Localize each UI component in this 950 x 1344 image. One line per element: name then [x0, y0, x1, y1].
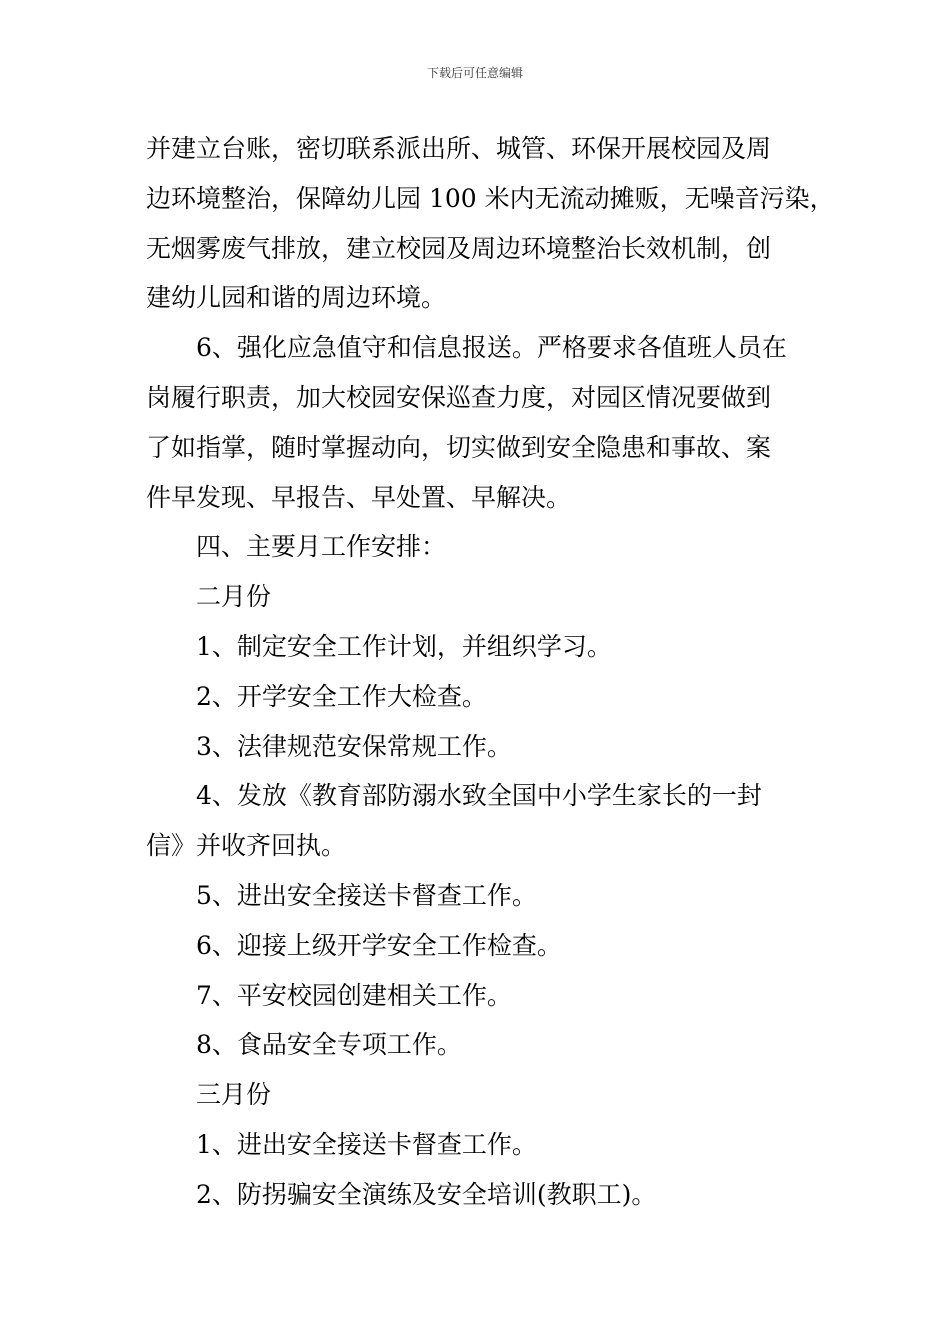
text-line: 了如指掌，随时掌握动向，切实做到安全隐患和事故、案 [146, 432, 772, 462]
text-line: 无烟雾废气排放，建立校园及周边环境整治长效机制，创 [146, 233, 772, 263]
text-line: 信》并收齐回执。 [146, 831, 347, 861]
text-line: 岗履行职责，加大校园安保巡查力度，对园区情况要做到 [146, 382, 772, 412]
list-item: 4、发放《教育部防溺水致全国中小学生家长的一封 [196, 781, 762, 811]
text-line: 边环境整治，保障幼儿园 100 米内无流动摊贩，无噪音污染， [146, 183, 835, 213]
text-line: 并建立台账，密切联系派出所、城管、环保开展校园及周 [146, 134, 772, 163]
text-line: 建幼儿园和谐的周边环境。 [146, 283, 447, 313]
month-heading: 二月份 [196, 582, 272, 612]
list-item: 8、食品安全专项工作。 [196, 1030, 462, 1060]
list-item: 6、迎接上级开学安全工作检查。 [196, 930, 562, 960]
list-item: 2、防拐骗安全演练及安全培训(教职工)。 [196, 1179, 657, 1209]
month-heading: 三月份 [196, 1080, 272, 1110]
page-header: 下载后可任意编辑 [426, 66, 523, 80]
section-heading: 四、主要月工作安排： [196, 532, 447, 562]
list-item: 7、平安校园创建相关工作。 [196, 980, 512, 1010]
document-body [146, 124, 835, 1220]
list-item: 2、开学安全工作大检查。 [196, 681, 487, 711]
list-item: 5、进出安全接送卡督查工作。 [196, 880, 537, 910]
list-item: 3、法律规范安保常规工作。 [196, 731, 512, 761]
text-line: 件早发现、早报告、早处置、早解决。 [146, 482, 572, 512]
list-item: 1、制定安全工作计划，并组织学习。 [196, 631, 612, 661]
list-item: 1、进出安全接送卡督查工作。 [196, 1129, 537, 1159]
text-line: 6、强化应急值守和信息报送。严格要求各值班人员在 [196, 333, 787, 363]
